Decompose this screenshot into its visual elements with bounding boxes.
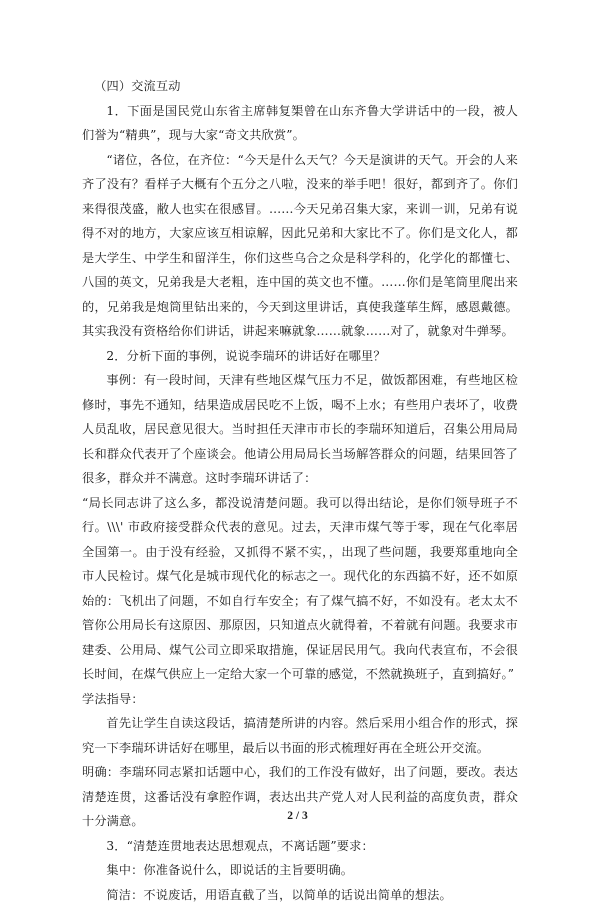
study-guide-label: 学法指导：	[82, 687, 518, 712]
question-2-quote: “局长同志讲了这么多，都没说清楚问题。我可以得出结论，是你们领导班子不行。\\\' 市政府接受群众代表的意见。过去，天津市煤气等于零，现在气化率居全国第一。由于没有经验，又抓得不紧不实，，出现了些问题，我要郑重地向全市人民检讨。煤气化是城市现代化的标志之一。现代化的东西搞不好，还不如原始的：飞机出了问题，不如自行车安全；有了煤气搞不好，不如没有。老太太不管你公用局长有这原因、那原因，只知道点火就得着，不着就有问题。我要求市建委、公用局、煤气公司立即采取措施，保证居民用气。我向代表宣布，不会很长时间，在煤气供应上一定给大家一个可靠的感觉，不然就换班子，直到搞好。”	[82, 491, 518, 687]
requirement-item: 简洁：不说废话，用语直截了当，以简单的话说出简单的想法。	[82, 883, 518, 907]
page-number: 2 / 3	[0, 810, 595, 822]
section-title: （四）交流互动	[82, 74, 518, 99]
page-content	[82, 74, 518, 907]
question-2-prompt: 2．分析下面的事例，说说李瑞环的讲话好在哪里？	[82, 344, 518, 369]
requirement-item: 集中：你准备说什么，即说话的主旨要明确。	[82, 858, 518, 883]
study-guide-text: 首先让学生自读这段话，搞清楚所讲的内容。然后采用小组合作的形式，探究一下李瑞环讲话好在哪里，最后以书面的形式梳理好再在全班公开交流。	[82, 711, 518, 760]
question-1-speech: “诸位，各位，在齐位：“今天是什么天气？今天是演讲的天气。开会的人来齐了没有？看样子大概有个五分之八啦，没来的举手吧！很好，都到齐了。你们来得很茂盛，敝人也实在很感冒。……今天兄弟召集大家，来训一训，兄弟有说得不对的地方，大家应该互相谅解，因此兄弟和大家比不了。你们是文化人，都是大学生、中学生和留洋生，你们这些乌合之众是科学科的，化学化的都懂七、八国的英文，兄弟我是大老粗，连中国的英文也不懂。……你们是笔筒里爬出来的，兄弟我是炮筒里钻出来的，今天到这里讲话，真使我蓬荜生辉，感恩戴德。其实我没有资格给你们讲话，讲起来嘛就象……就象……对了，就象对牛弹琴。	[82, 148, 518, 344]
question-2-case: 事例：有一段时间，天津有些地区煤气压力不足，做饭都困难，有些地区检修时，事先不通知，结果造成居民吃不上饭，喝不上水；有些用户表坏了，收费人员乱收，居民意见很大。当时担任天津市市长的李瑞环知道后，召集公用局局长和群众代表开了个座谈会。他请公用局局长当场解答群众的问题，结果回答了很多，群众并不满意。这时李瑞环讲话了：	[82, 368, 518, 491]
answer-clarification: 明确：李瑞环同志紧扣话题中心，我们的工作没有做好，出了问题，要改。表达清楚连贯，这番话没有拿腔作调，表达出共产党人对人民利益的高度负责，群众十分满意。	[82, 760, 518, 834]
question-1-prompt: 1．下面是国民党山东省主席韩复榘曾在山东齐鲁大学讲话中的一段，被人们誉为“精典”，现与大家“奇文共欣赏”。	[82, 99, 518, 148]
question-3-prompt: 3．“清楚连贯地表达思想观点，不离话题”要求：	[82, 834, 518, 859]
